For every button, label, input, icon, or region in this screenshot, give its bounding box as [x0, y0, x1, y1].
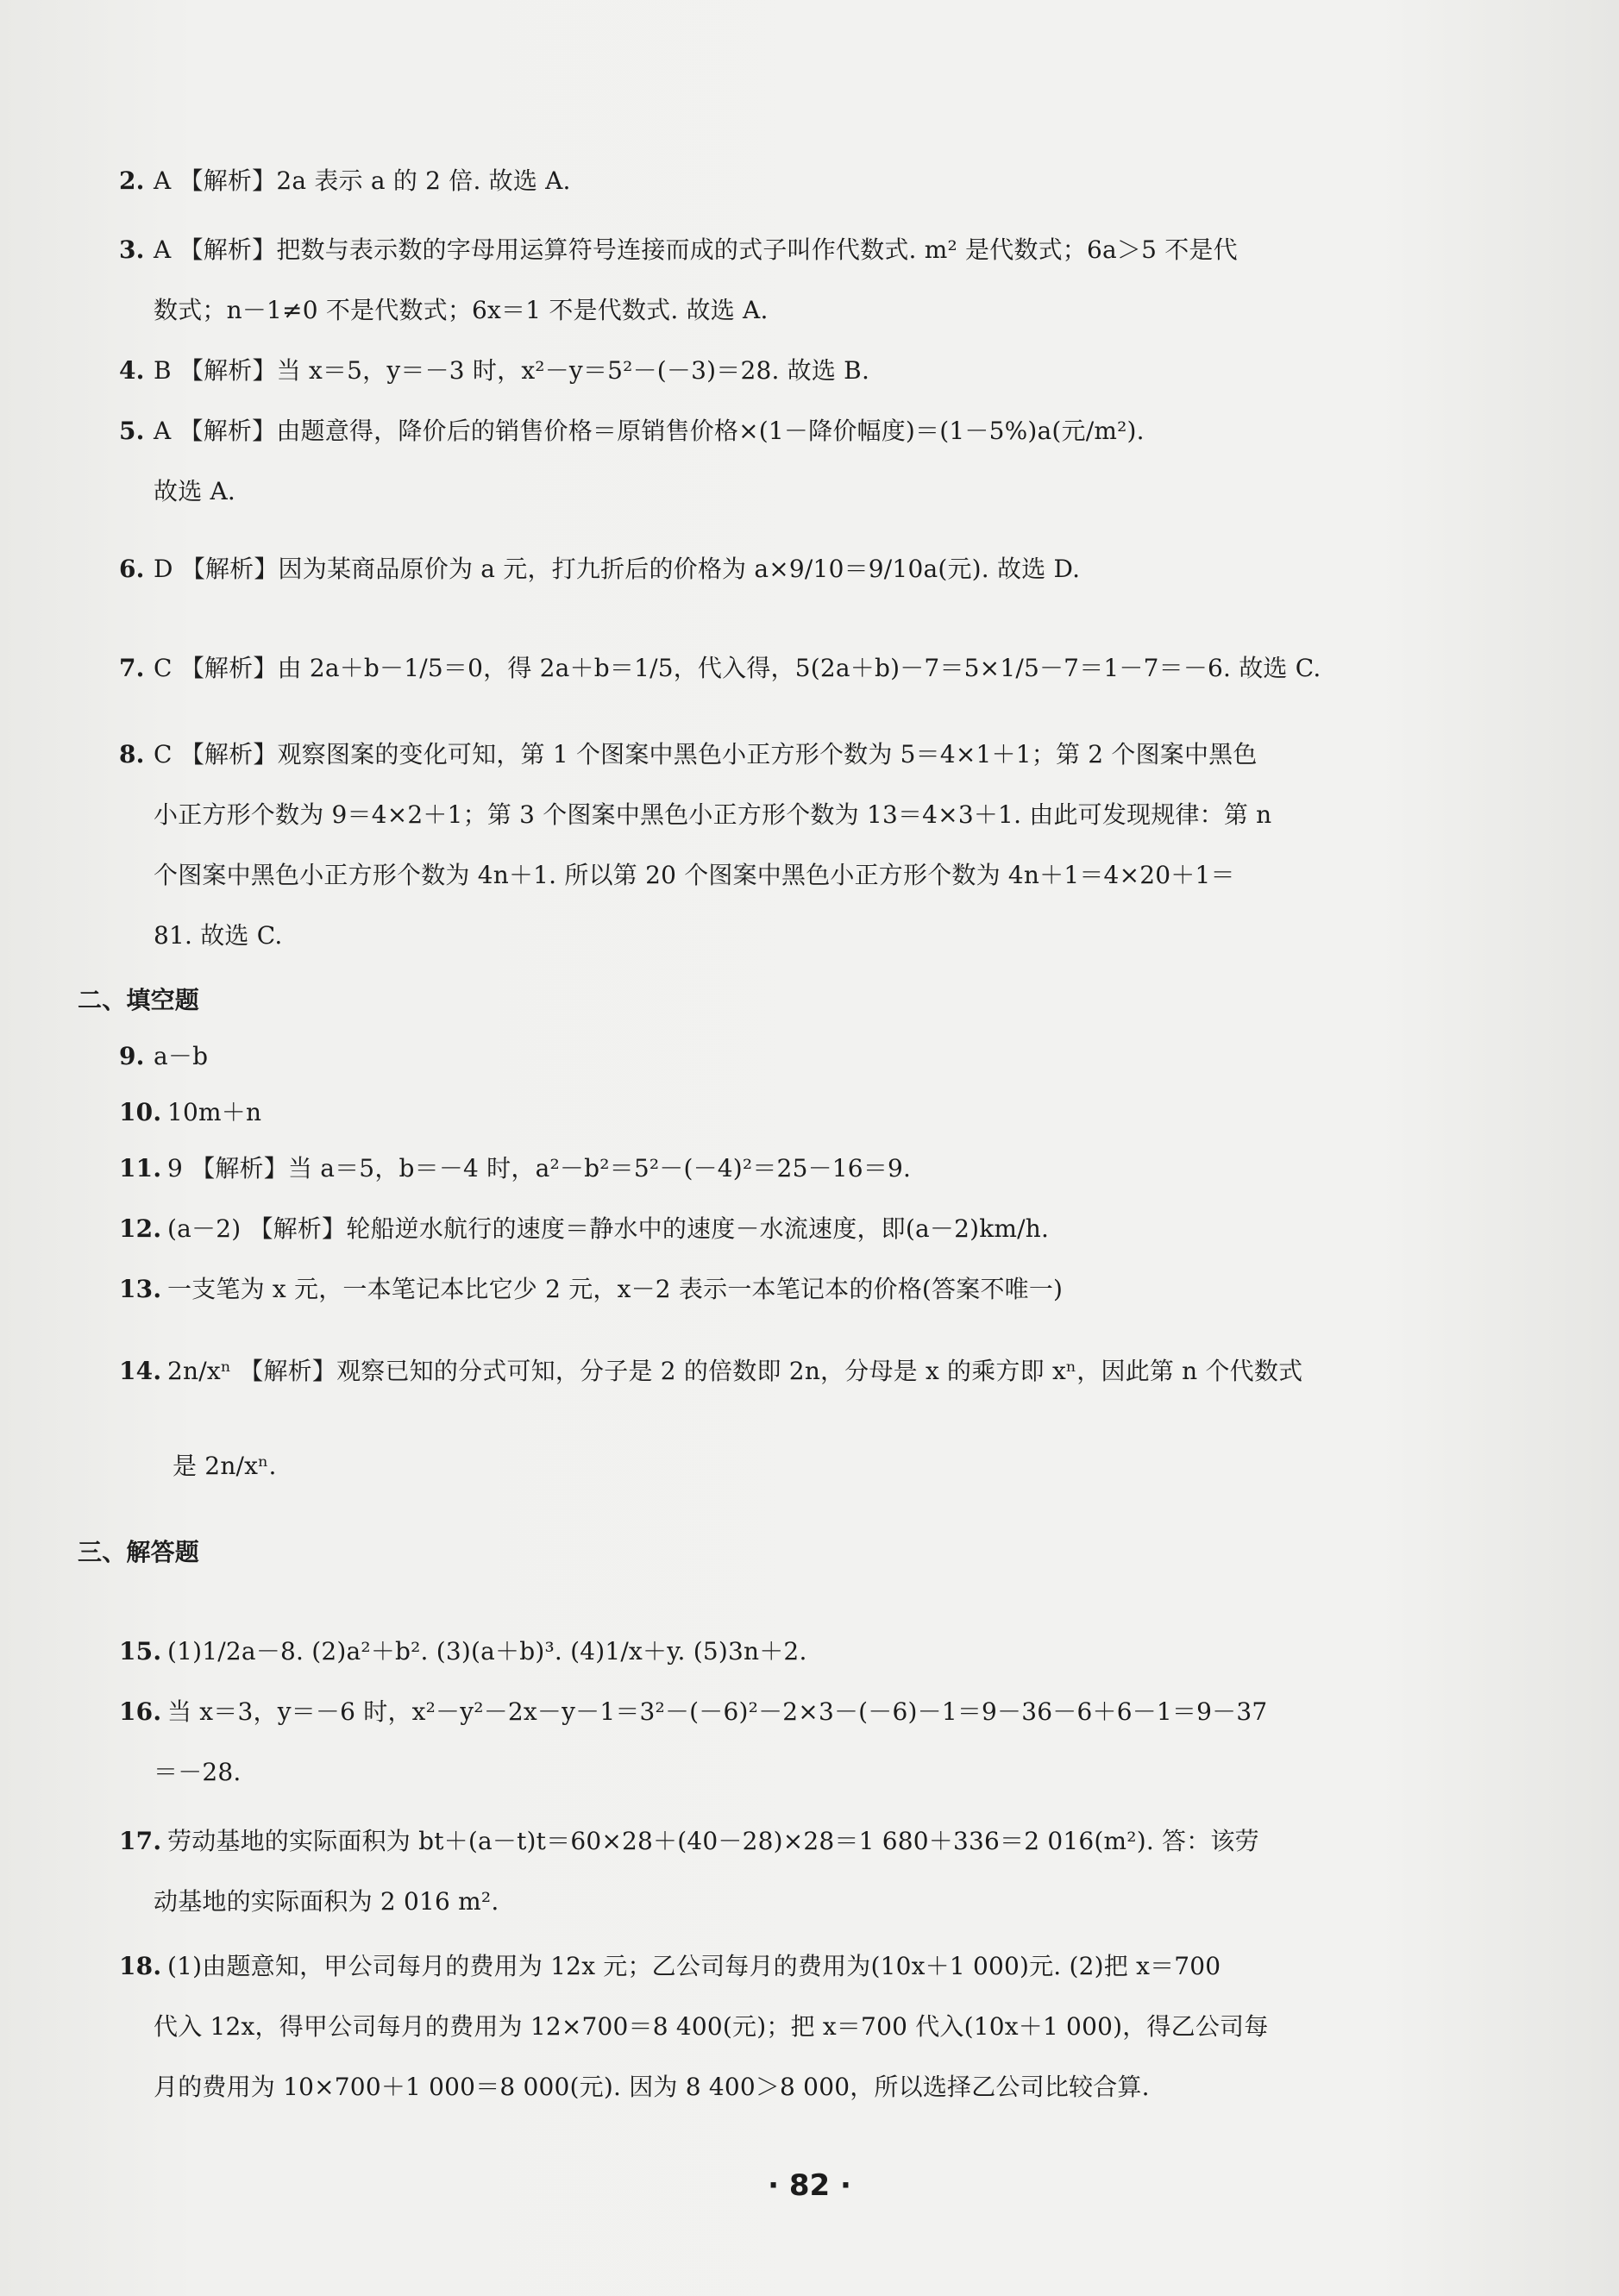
item-text: 一支笔为 x 元，一本笔记本比它少 2 元，x－2 表示一本笔记本的价格(答案不唯一)	[167, 1275, 1064, 1303]
item-text: A 【解析】把数与表示数的字母用运算符号连接而成的式子叫作代数式. m² 是代数式；6a＞5 不是代	[154, 235, 1238, 264]
item-text: 动基地的实际面积为 2 016 m².	[154, 1887, 499, 1916]
item-text: ＝－28.	[154, 1758, 242, 1786]
item-number: 17.	[119, 1827, 162, 1855]
page-number: · 82 ·	[768, 2168, 851, 2203]
section-heading-fill-in: 二、填空题	[78, 986, 200, 1014]
item-text: 当 x＝3，y＝－6 时，x²－y²－2x－y－1＝3²－(－6)²－2×3－(－6)－1＝9－36－6＋6－1＝9－37	[167, 1697, 1268, 1726]
item-text: A 【解析】由题意得，降价后的销售价格＝原销售价格×(1－降价幅度)＝(1－5%)a(元/m²).	[154, 417, 1145, 445]
item-text: D 【解析】因为某商品原价为 a 元，打九折后的价格为 a×9/10＝9/10a(元). 故选 D.	[154, 555, 1081, 583]
item-text: 数式；n－1≠0 不是代数式；6x＝1 不是代数式. 故选 A.	[154, 296, 769, 324]
item-number: 12.	[119, 1214, 162, 1243]
item-text: 劳动基地的实际面积为 bt＋(a－t)t＝60×28＋(40－28)×28＝1 680＋336＝2 016(m²). 答：该劳	[167, 1827, 1259, 1855]
item-number: 13.	[119, 1275, 162, 1303]
item-number: 2.	[119, 166, 145, 195]
section-heading-solve: 三、解答题	[78, 1538, 200, 1566]
item-text: 是 2n/xⁿ.	[173, 1452, 277, 1480]
item-text: C 【解析】观察图案的变化可知，第 1 个图案中黑色小正方形个数为 5＝4×1＋1；第 2 个图案中黑色	[154, 740, 1258, 768]
item-number: 4.	[119, 356, 145, 385]
item-text: 2n/xⁿ 【解析】观察已知的分式可知，分子是 2 的倍数即 2n，分母是 x 的乘方即 xⁿ，因此第 n 个代数式	[167, 1357, 1303, 1385]
item-text: B 【解析】当 x＝5，y＝－3 时，x²－y＝5²－(－3)＝28. 故选 B.	[154, 356, 870, 385]
item-text: C 【解析】由 2a＋b－1/5＝0，得 2a＋b＝1/5，代入得，5(2a＋b)－7＝5×1/5－7＝1－7＝－6. 故选 C.	[154, 654, 1321, 682]
item-text: 个图案中黑色小正方形个数为 4n＋1. 所以第 20 个图案中黑色小正方形个数为 4n＋1＝4×20＋1＝	[154, 861, 1235, 889]
item-text: A 【解析】2a 表示 a 的 2 倍. 故选 A.	[154, 166, 571, 195]
item-text: 81. 故选 C.	[154, 921, 283, 950]
item-text: (a－2) 【解析】轮船逆水航行的速度＝静水中的速度－水流速度，即(a－2)km/h.	[167, 1214, 1050, 1243]
item-text: (1)由题意知，甲公司每月的费用为 12x 元；乙公司每月的费用为(10x＋1 000)元. (2)把 x＝700	[167, 1952, 1221, 1980]
item-number: 10.	[119, 1098, 162, 1126]
item-text: a－b	[154, 1042, 209, 1070]
item-number: 8.	[119, 740, 145, 768]
item-text: (1)1/2a－8. (2)a²＋b². (3)(a＋b)³. (4)1/x＋y. (5)3n＋2.	[167, 1637, 807, 1666]
item-text: 代入 12x，得甲公司每月的费用为 12×700＝8 400(元)；把 x＝700 代入(10x＋1 000)，得乙公司每	[154, 2012, 1269, 2041]
item-text: 小正方形个数为 9＝4×2＋1；第 3 个图案中黑色小正方形个数为 13＝4×3＋1. 由此可发现规律：第 n	[154, 800, 1272, 829]
item-number: 18.	[119, 1952, 162, 1980]
item-number: 16.	[119, 1697, 162, 1726]
item-text: 月的费用为 10×700＋1 000＝8 000(元). 因为 8 400＞8 000，所以选择乙公司比较合算.	[154, 2073, 1150, 2101]
item-number: 14.	[119, 1357, 162, 1385]
item-number: 9.	[119, 1042, 145, 1070]
item-text: 10m＋n	[167, 1098, 262, 1126]
item-number: 3.	[119, 235, 145, 264]
item-number: 15.	[119, 1637, 162, 1666]
item-text: 故选 A.	[154, 477, 236, 505]
item-number: 11.	[119, 1154, 162, 1183]
item-number: 5.	[119, 417, 145, 445]
item-number: 7.	[119, 654, 145, 682]
item-text: 9 【解析】当 a＝5，b＝－4 时，a²－b²＝5²－(－4)²＝25－16＝9.	[167, 1154, 912, 1183]
item-number: 6.	[119, 555, 145, 583]
